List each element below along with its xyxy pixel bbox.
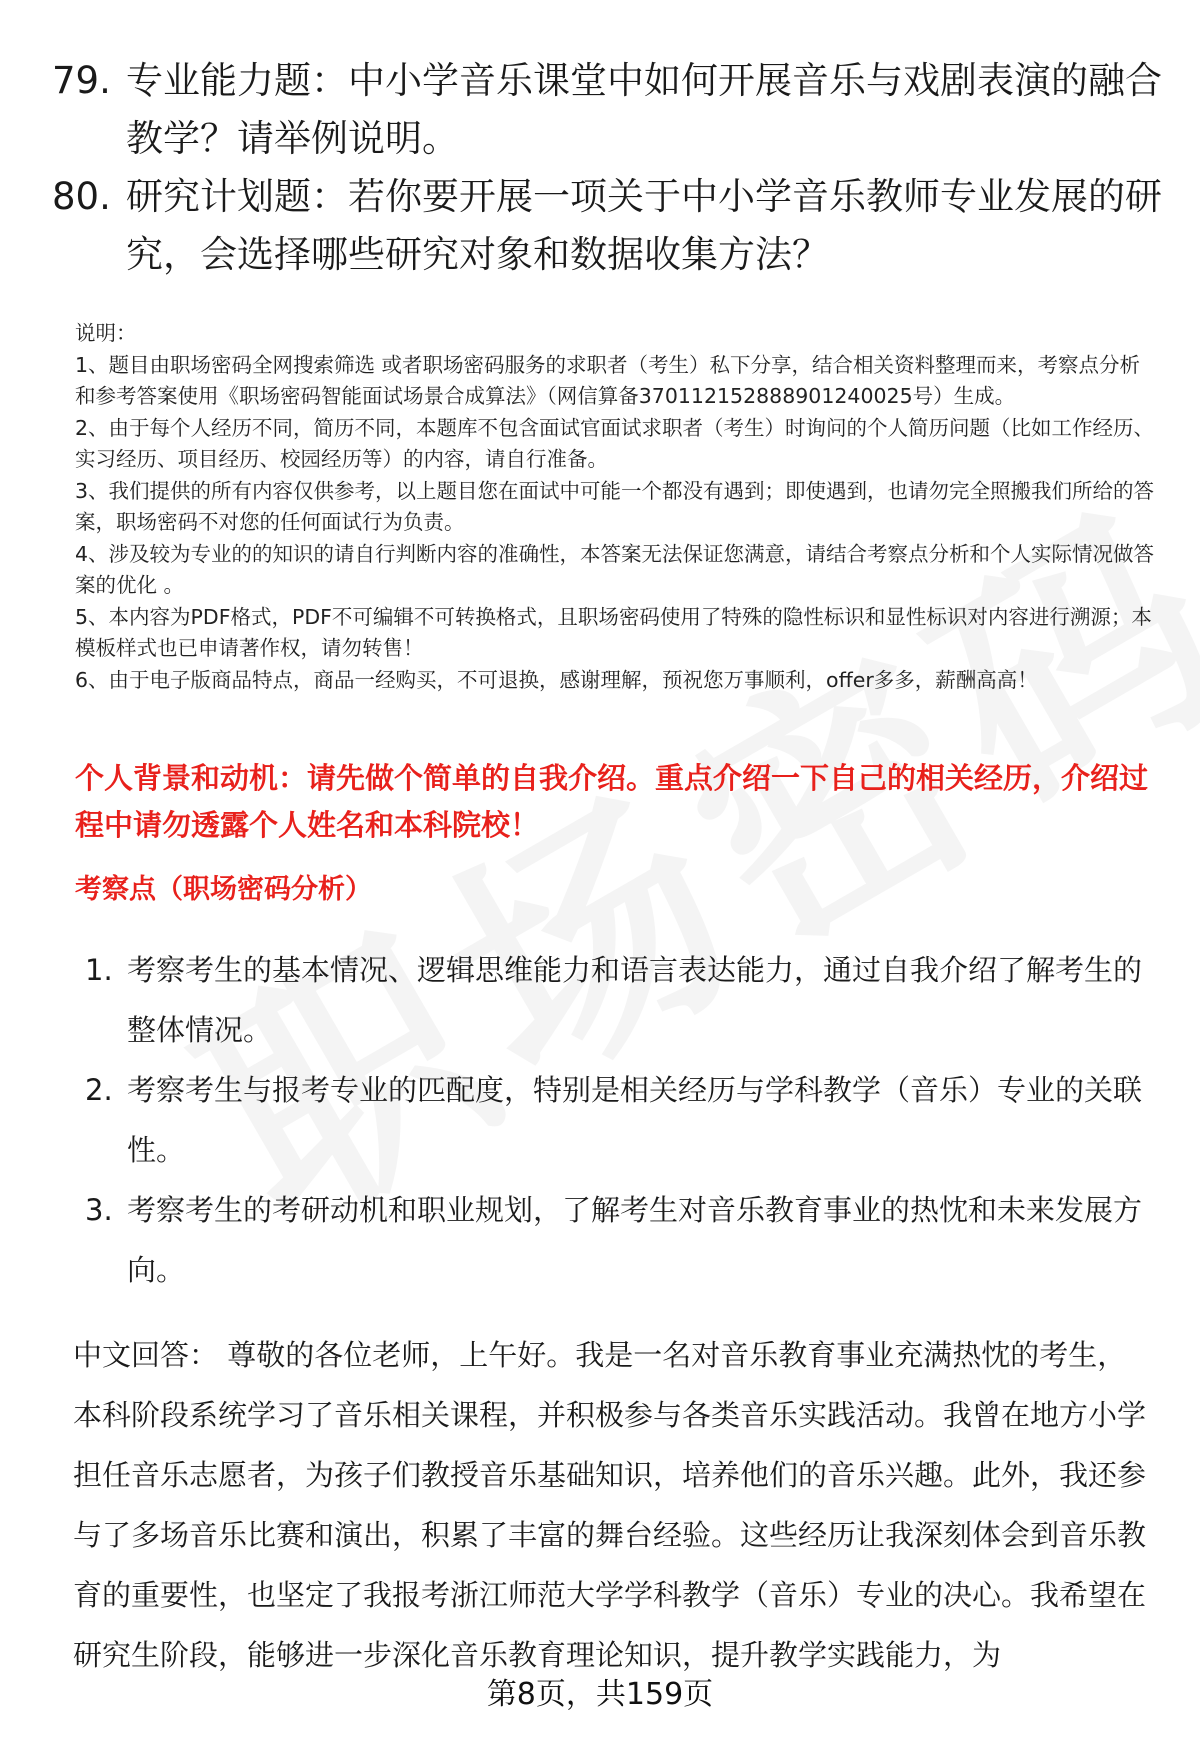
question-text: 研究计划题：若你要开展一项关于中小学音乐教师专业发展的研究，会选择哪些研究对象和数据收集方法？ xyxy=(126,175,1162,276)
notes-title: 说明： xyxy=(75,321,137,345)
point-number: 1. xyxy=(85,953,113,987)
interview-question: 个人背景和动机：请先做个简单的自我介绍。重点介绍一下自己的相关经历，介绍过程中请勿透露个人姓名和本科院校！ xyxy=(75,761,1149,842)
point-text: 考察考生的考研动机和职业规划，了解考生对音乐教育事业的热忱和未来发展方向。 xyxy=(127,1193,1143,1287)
page-number: 第8页，共159页 xyxy=(486,1677,714,1712)
note-item: 5、本内容为PDF格式，PDF不可编辑不可转换格式，且职场密码使用了特殊的隐性标识和显性标识对内容进行溯源；本模板样式也已申请著作权，请勿转售！ xyxy=(75,604,1152,660)
analysis-point xyxy=(85,1180,1165,1300)
note-item: 6、由于电子版商品特点，商品一经购买，不可退换，感谢理解，预祝您万事顺利，offer多多，薪酬高高！ xyxy=(75,667,1038,692)
analysis-points xyxy=(85,940,1165,1300)
point-text: 考察考生与报考专业的匹配度，特别是相关经历与学科教学（音乐）专业的关联性。 xyxy=(127,1073,1143,1167)
note-item: 3、我们提供的所有内容仅供参考，以上题目您在面试中可能一个都没有遇到；即使遇到，也请勿完全照搬我们所给的答案，职场密码不对您的任何面试行为负责。 xyxy=(75,478,1155,534)
note-item: 2、由于每个人经历不同，简历不同，本题库不包含面试官面试求职者（考生）时询问的个人简历问题（比如工作经历、实习经历、项目经历、校园经历等）的内容，请自行准备。 xyxy=(75,415,1155,471)
analysis-point xyxy=(85,940,1165,1060)
analysis-point xyxy=(85,1060,1165,1180)
question-number: 79. xyxy=(52,59,111,102)
question-number: 80. xyxy=(52,175,111,218)
point-number: 3. xyxy=(85,1193,113,1227)
note-item: 4、涉及较为专业的的知识的请自行判断内容的准确性，本答案无法保证您满意，请结合考察点分析和个人实际情况做答案的优化 。 xyxy=(75,541,1155,597)
notes-section xyxy=(75,318,1155,696)
answer-text: 中文回答： 尊敬的各位老师，上午好。我是一名对音乐教育事业充满热忱的考生，本科阶段系统学习了音乐相关课程，并积极参与各类音乐实践活动。我曾在地方小学担任音乐志愿者，为孩子们教授音乐基础知识，培养他们的音乐兴趣。此外，我还参与了多场音乐比赛和演出，积累了丰富的舞台经验。这些经历让我深刻体会到音乐教育的重要性，也坚定了我报考浙江师范大学学科教学（音乐）专业的决心。我希望在研究生阶段，能够进一步深化音乐教育理论知识，提升教学实践能力，为 xyxy=(73,1338,1147,1672)
analysis-heading: 考察点（职场密码分析） xyxy=(75,874,372,905)
answer-section xyxy=(73,1325,1153,1685)
point-number: 2. xyxy=(85,1073,113,1107)
question-text: 专业能力题：中小学音乐课堂中如何开展音乐与戏剧表演的融合教学？请举例说明。 xyxy=(126,59,1162,160)
point-text: 考察考生的基本情况、逻辑思维能力和语言表达能力，通过自我介绍了解考生的整体情况。 xyxy=(127,953,1143,1047)
note-item: 1、题目由职场密码全网搜索筛选 或者职场密码服务的求职者（考生）私下分享，结合相关资料整理而来，考察点分析和参考答案使用《职场密码智能面试场景合成算法》（网信算备370112152888901240025号）生成。 xyxy=(75,352,1141,408)
